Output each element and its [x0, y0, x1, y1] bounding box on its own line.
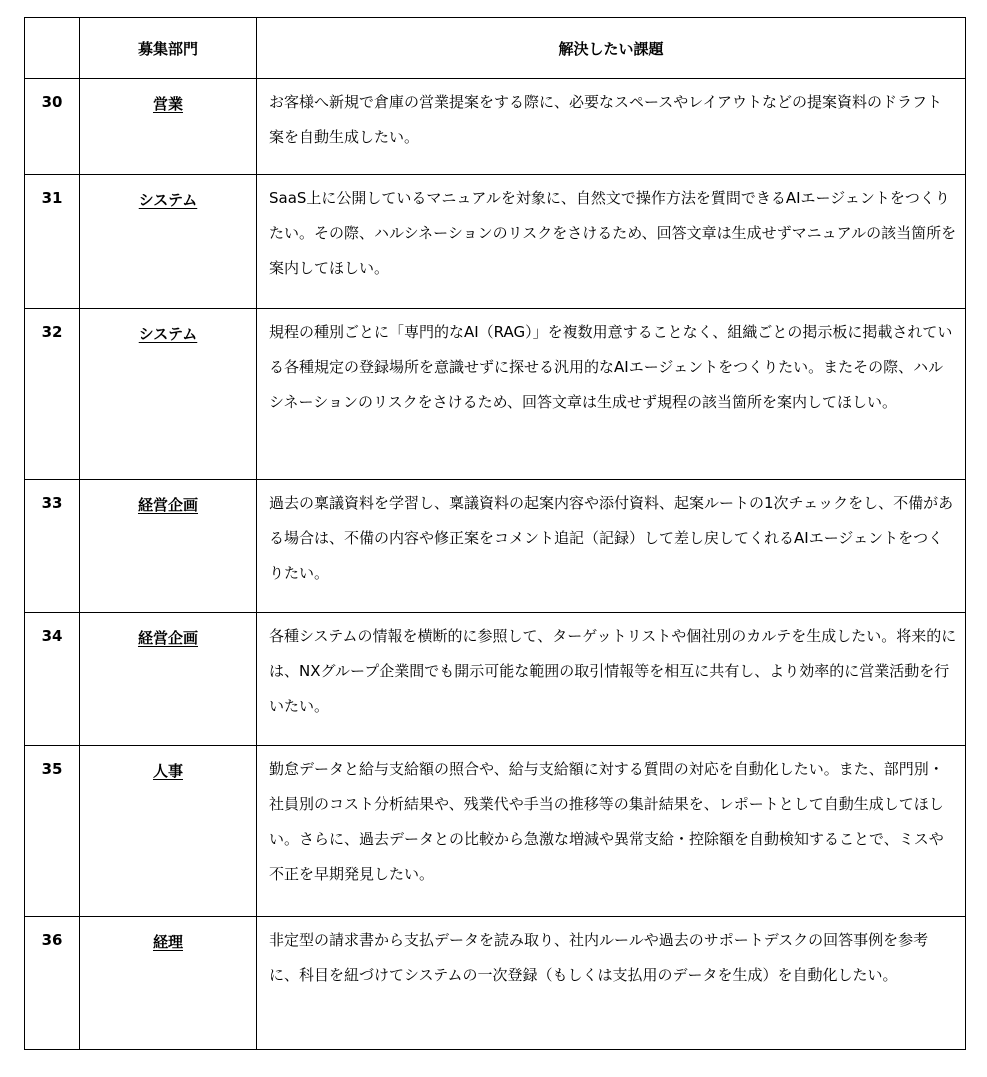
- table-row: [25, 480, 966, 613]
- department-cell: [80, 309, 257, 480]
- row-number: 31: [25, 175, 80, 309]
- header-number: [25, 18, 80, 79]
- department-link[interactable]: システム: [138, 191, 198, 209]
- department-cell: [80, 480, 257, 613]
- row-number: 34: [25, 613, 80, 746]
- department-cell: [80, 613, 257, 746]
- table-header-row: [25, 18, 966, 79]
- row-number: 32: [25, 309, 80, 480]
- row-number: 36: [25, 917, 80, 1050]
- table-row: [25, 309, 966, 480]
- issue-text: お客様へ新規で倉庫の営業提案をする際に、必要なスペースやレイアウトなどの提案資料のドラフト案を自動生成したい。: [257, 79, 966, 175]
- row-number: 33: [25, 480, 80, 613]
- issue-text: 過去の稟議資料を学習し、稟議資料の起案内容や添付資料、起案ルートの1次チェックをし、不備がある場合は、不備の内容や修正案をコメント追記（記録）して差し戻してくれるAIエージェントをつくりたい。: [257, 480, 966, 613]
- department-link[interactable]: 営業: [152, 95, 183, 113]
- table-row: [25, 917, 966, 1050]
- issue-text: 勤怠データと給与支給額の照合や、給与支給額に対する質問の対応を自動化したい。また、部門別・社員別のコスト分析結果や、残業代や手当の推移等の集計結果を、レポートとして自動生成してほしい。さらに、過去データとの比較から急激な増減や異常支給・控除額を自動検知することで、ミスや不正を早期発見したい。: [257, 746, 966, 917]
- department-cell: [80, 175, 257, 309]
- issue-text: 規程の種別ごとに「専門的なAI（RAG）」を複数用意することなく、組織ごとの掲示板に掲載されている各種規定の登録場所を意識せずに探せる汎用的なAIエージェントをつくりたい。またその際、ハルシネーションのリスクをさけるため、回答文章は生成せず規程の該当箇所を案内してほしい。: [257, 309, 966, 480]
- issue-text: 各種システムの情報を横断的に参照して、ターゲットリストや個社別のカルテを生成したい。将来的には、NXグループ企業間でも開示可能な範囲の取引情報等を相互に共有し、より効率的に営業活動を行いたい。: [257, 613, 966, 746]
- department-cell: [80, 79, 257, 175]
- table-row: [25, 175, 966, 309]
- department-cell: [80, 746, 257, 917]
- issue-text: 非定型の請求書から支払データを読み取り、社内ルールや過去のサポートデスクの回答事例を参考に、科目を紐づけてシステムの一次登録（もしくは支払用のデータを生成）を自動化したい。: [257, 917, 966, 1050]
- department-link[interactable]: システム: [138, 325, 198, 343]
- issue-text: SaaS上に公開しているマニュアルを対象に、自然文で操作方法を質問できるAIエージェントをつくりたい。その際、ハルシネーションのリスクをさけるため、回答文章は生成せずマニュアルの該当箇所を案内してほしい。: [257, 175, 966, 309]
- issues-table: [24, 17, 966, 1050]
- row-number: 30: [25, 79, 80, 175]
- department-link[interactable]: 経理: [152, 933, 183, 951]
- table-row: [25, 613, 966, 746]
- header-department: 募集部門: [80, 18, 257, 79]
- table-row: [25, 79, 966, 175]
- department-link[interactable]: 経営企画: [137, 629, 198, 647]
- row-number: 35: [25, 746, 80, 917]
- table-row: [25, 746, 966, 917]
- department-link[interactable]: 経営企画: [137, 496, 198, 514]
- department-cell: [80, 917, 257, 1050]
- header-issue: 解決したい課題: [257, 18, 966, 79]
- department-link[interactable]: 人事: [152, 762, 183, 780]
